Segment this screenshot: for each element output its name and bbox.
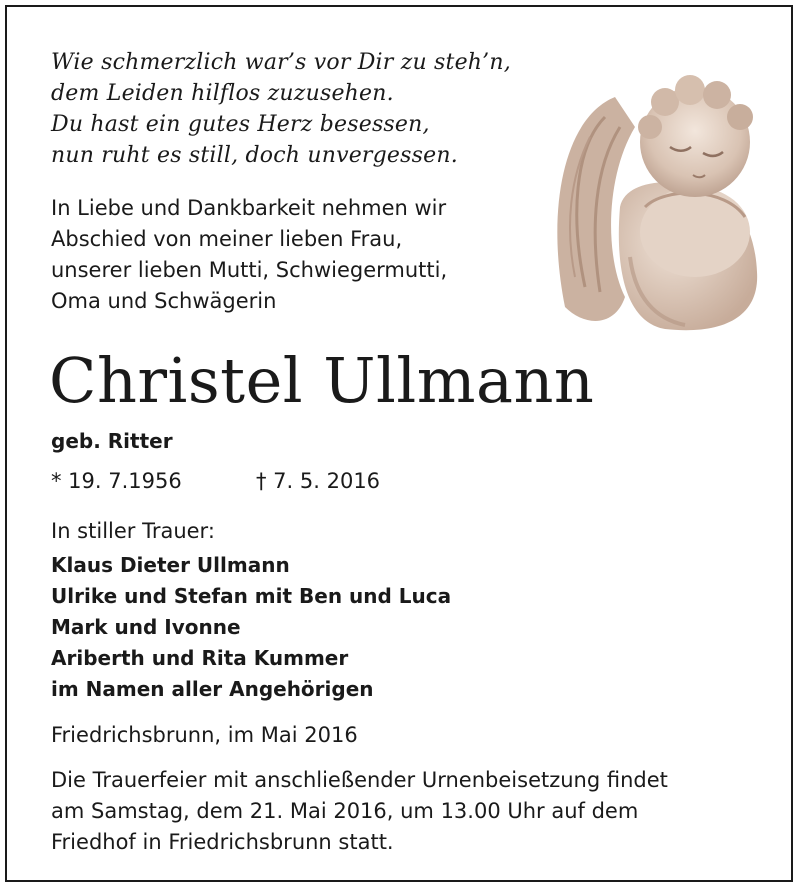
death-date: † 7. 5. 2016 — [256, 469, 381, 493]
mourner-name: Klaus Dieter Ullmann — [51, 553, 290, 577]
mourner-name: Ulrike und Stefan mit Ben und Luca — [51, 584, 452, 608]
intro-line: In Liebe und Dankbarkeit nehmen wir — [51, 196, 447, 220]
mourner-name: Mark und Ivonne — [51, 615, 241, 639]
poem-line: Wie schmerzlich war’s vor Dir zu steh’n, — [51, 50, 511, 75]
funeral-line: Friedhof in Friedrichsbrunn statt. — [51, 830, 394, 854]
funeral-notice — [51, 765, 668, 858]
mourners-list — [51, 550, 451, 705]
intro-line: Abschied von meiner lieben Frau, — [51, 227, 403, 251]
mourners-heading: In stiller Trauer: — [51, 519, 215, 543]
birth-name: geb. Ritter — [51, 429, 173, 453]
deceased-name: Christel Ullmann — [49, 344, 595, 417]
intro-text — [51, 193, 447, 317]
intro-line: unserer lieben Mutti, Schwiegermutti, — [51, 258, 448, 282]
poem-line: dem Leiden hilflos zuzusehen. — [51, 81, 394, 106]
mourner-name: Ariberth und Rita Kummer — [51, 646, 349, 670]
angel-figure-icon — [545, 57, 767, 337]
funeral-line: Die Trauerfeier mit anschließender Urnenbeisetzung findet — [51, 768, 668, 792]
place-date: Friedrichsbrunn, im Mai 2016 — [51, 723, 358, 747]
poem — [51, 47, 511, 171]
funeral-line: am Samstag, dem 21. Mai 2016, um 13.00 Uhr auf dem — [51, 799, 639, 823]
poem-line: Du hast ein gutes Herz besessen, — [51, 112, 430, 137]
life-dates — [51, 469, 381, 493]
poem-line: nun ruht es still, doch unvergessen. — [51, 143, 458, 168]
birth-date: * 19. 7.1956 — [51, 469, 182, 493]
obituary-frame — [5, 5, 793, 882]
mourner-name: im Namen aller Angehörigen — [51, 677, 374, 701]
intro-line: Oma und Schwägerin — [51, 289, 277, 313]
